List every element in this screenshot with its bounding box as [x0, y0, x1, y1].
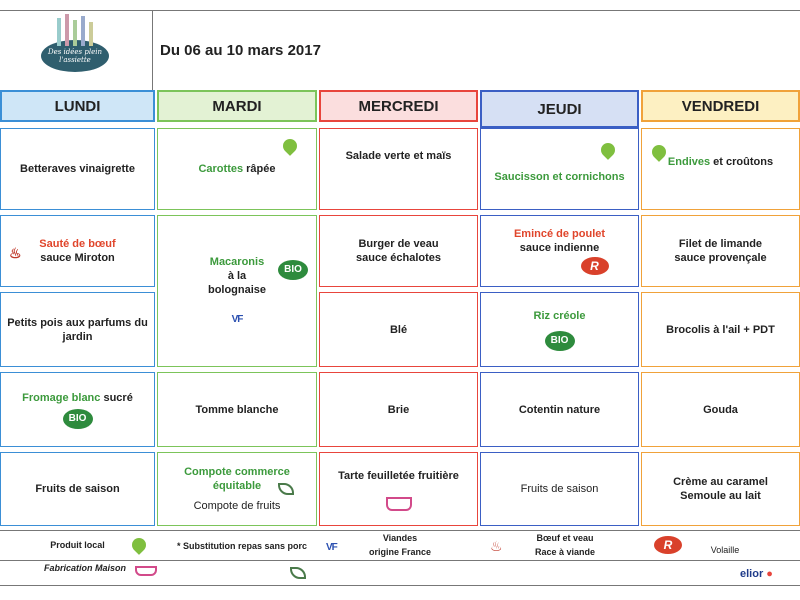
jeudi-entree: [480, 128, 639, 210]
legend-bottom-border: [0, 585, 800, 586]
header-divider: [152, 10, 153, 90]
brand-logo-mark: ●: [763, 568, 773, 580]
lundi-fromage-line2: sucré: [103, 391, 133, 404]
mardi-dessert-line3: Compote de fruits: [193, 500, 281, 512]
brand-logo: [740, 568, 773, 580]
leaf-icon: [290, 567, 306, 579]
legend-volaille: Volaille: [710, 545, 740, 555]
vendredi-entree-line1: Endives: [667, 156, 711, 168]
mardi-plat: [157, 215, 317, 367]
jeudi-plat-line2: sauce indienne: [519, 242, 600, 254]
mardi-dessert-line2: équitable: [212, 480, 262, 492]
jeudi-garniture: [480, 292, 639, 367]
vendredi-plat-line2: sauce provençale: [674, 252, 767, 264]
lundi-garniture-text: Petits pois aux parfums du jardin: [7, 316, 148, 343]
legend-boeuf-line2: Race à viande: [534, 547, 596, 557]
fait-maison-icon: [135, 566, 157, 576]
jeudi-dessert-text: Fruits de saison: [520, 483, 599, 495]
leaf-icon: [278, 483, 294, 495]
location-pin-icon: [129, 535, 149, 555]
legend-boeuf-line1: Bœuf et veau: [536, 533, 594, 543]
jeudi-plat: [480, 215, 639, 287]
mardi-dessert: [157, 452, 317, 526]
mardi-plat-line3: bolognaise: [207, 284, 267, 296]
day-header-jeudi: JEUDI: [480, 90, 639, 128]
legend-viandes: [360, 533, 440, 558]
lundi-dessert: [0, 452, 155, 526]
race-viande-icon: ♨: [490, 538, 503, 554]
location-pin-icon: [280, 136, 300, 156]
mercredi-fromage: [319, 372, 478, 447]
legend-top-border: [0, 530, 800, 531]
jeudi-entree-line1: Saucisson: [494, 171, 550, 183]
mercredi-garniture: [319, 292, 478, 367]
jeudi-fromage-text: Cotentin nature: [518, 403, 601, 416]
vendredi-dessert-line2: Semoule au lait: [680, 490, 761, 502]
vendredi-plat: [641, 215, 800, 287]
location-pin-icon: [649, 142, 669, 162]
bio-icon: BIO: [278, 260, 308, 280]
legend-boeuf: [515, 533, 615, 558]
legend-viandes-line1: Viandes: [382, 533, 418, 543]
lundi-dessert-text: Fruits de saison: [35, 483, 120, 495]
lundi-entree-text: Betteraves vinaigrette: [20, 163, 135, 175]
vendredi-dessert: [641, 452, 800, 526]
mardi-entree: [157, 128, 317, 210]
lundi-fromage-line1: Fromage blanc: [22, 391, 101, 404]
mardi-plat-line2: à la: [227, 270, 247, 282]
jeudi-plat-line1: Emincé de poulet: [513, 228, 606, 240]
race-viande-icon: ♨: [9, 245, 22, 261]
vendredi-garniture-text: Brocolis à l'ail + PDT: [666, 323, 775, 336]
mercredi-plat-line1: Burger de veau: [358, 238, 439, 250]
mercredi-entree-text: Salade verte et maïs: [345, 150, 452, 162]
legend-substitution: * Substitution repas sans porc: [176, 541, 308, 551]
mardi-entree-line2: râpée: [246, 163, 276, 175]
lundi-plat-line2: sauce Miroton: [40, 252, 115, 264]
vendredi-plat-line1: Filet de limande: [678, 238, 763, 250]
mercredi-plat-line2: sauce échalotes: [356, 252, 441, 264]
jeudi-entree-line2: et cornichons: [552, 171, 625, 183]
lundi-plat-line1: Sauté de bœuf: [39, 238, 116, 250]
logo-line2: l'assiette: [59, 56, 91, 64]
mardi-fromage-text: Tomme blanche: [195, 403, 279, 416]
logo-icon: [35, 14, 115, 74]
bio-icon: BIO: [63, 409, 93, 429]
mercredi-fromage-text: Brie: [387, 403, 410, 416]
top-border: [0, 10, 800, 11]
vendredi-entree-line2: et croûtons: [713, 156, 774, 168]
logo: [35, 14, 115, 74]
lundi-entree: [0, 128, 155, 210]
lundi-fromage: [0, 372, 155, 447]
jeudi-fromage: [480, 372, 639, 447]
vendredi-dessert-line1: Crème au caramel: [673, 476, 768, 488]
page-title: Du 06 au 10 mars 2017: [160, 42, 321, 59]
logo-line1: Des idées plein: [47, 48, 102, 56]
bio-icon: BIO: [545, 331, 575, 351]
day-header-vendredi: VENDREDI: [641, 90, 800, 122]
fait-maison-icon: [386, 497, 412, 511]
label-rouge-icon: R: [581, 257, 609, 275]
label-rouge-icon: R: [654, 536, 682, 554]
legend-produit-local: Produit local: [50, 540, 105, 550]
mercredi-plat: [319, 215, 478, 287]
viande-france-icon: VF: [231, 314, 243, 325]
mercredi-dessert: [319, 452, 478, 526]
mardi-entree-line1: Carottes: [198, 163, 244, 175]
mardi-dessert-line1: Compote commerce: [184, 466, 290, 478]
viande-france-icon: VF: [326, 542, 337, 553]
lundi-garniture: [0, 292, 155, 367]
mardi-plat-line1: Macaronis: [209, 256, 265, 268]
vendredi-fromage: [641, 372, 800, 447]
vendredi-garniture: [641, 292, 800, 367]
day-header-mardi: MARDI: [157, 90, 317, 122]
day-header-mercredi: MERCREDI: [319, 90, 478, 122]
vendredi-fromage-text: Gouda: [703, 403, 738, 416]
jeudi-garniture-text: Riz créole: [533, 309, 586, 322]
brand-logo-text: elior: [740, 568, 764, 580]
jeudi-dessert: [480, 452, 639, 526]
mardi-fromage: [157, 372, 317, 447]
lundi-plat: [0, 215, 155, 287]
mercredi-dessert-text: Tarte feuilletée fruitière: [338, 470, 459, 482]
mercredi-garniture-text: Blé: [389, 323, 408, 336]
day-header-lundi: LUNDI: [0, 90, 155, 122]
vendredi-entree: [641, 128, 800, 210]
legend-fabrication: Fabrication Maison: [43, 563, 126, 573]
location-pin-icon: [598, 140, 618, 160]
legend-mid-border: [0, 560, 800, 561]
legend-viandes-line2: origine France: [368, 547, 431, 557]
mercredi-entree: [319, 128, 478, 210]
